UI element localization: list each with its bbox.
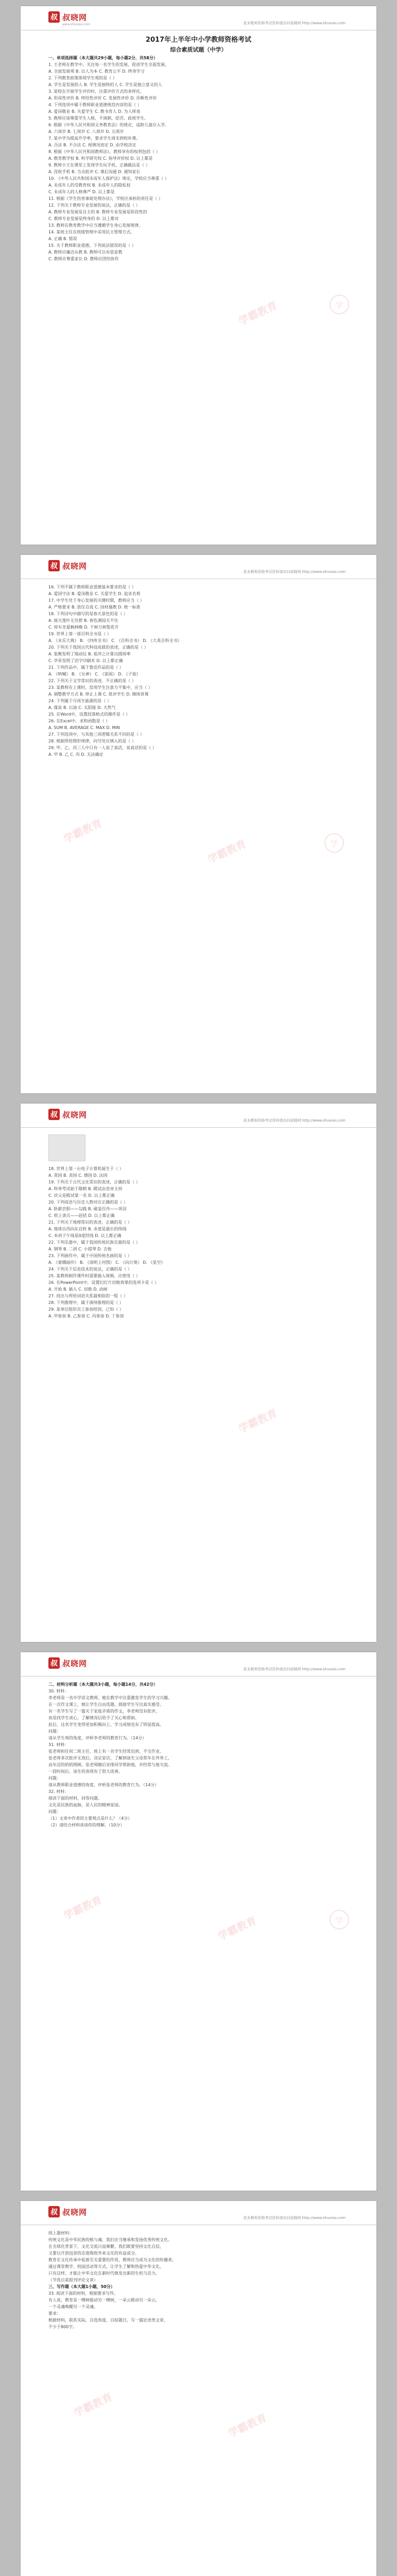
text-line: 由年迈的奶奶照顾。张老师随后安排同学帮助他，并经常与他交流。 [48, 1762, 172, 1767]
text-line: A. 学生是发展的人 B. 学生是独特的人 C. 学生是独立意义的人 [48, 82, 162, 87]
watermark-text: 学霸教育 [236, 299, 279, 328]
page-4-lines [48, 1681, 349, 1828]
brand-logo-icon: 叔 [48, 11, 60, 23]
text-line: A. 没收手机 B. 当众批评 C. 课后沟通 D. 通知家长 [48, 170, 141, 174]
text-line: 33. 阅读下面的材料，根据要求写作。 [48, 2291, 118, 2296]
watermark-text: 学霸教育 [61, 817, 104, 845]
text-line: 3. 某校在开展学生评价时，注重评价方式的多样化。 [48, 89, 145, 94]
text-line: 21. 下列关于地理常识的表述，正确的是（ ） [48, 1220, 132, 1225]
text-line: 根据材料，联系实际，自选角度，自拟题目，写一篇论述类文章， [48, 2318, 168, 2323]
page-2 [21, 555, 376, 1093]
text-line: 通过课堂教学、校园活动等方式，让学生了解和热爱中华文化。 [48, 2264, 164, 2269]
text-line: 李老师是一名中学语文教师，她在教学中注重激发学生的学习兴趣。 [48, 1696, 172, 1700]
header-note: 更多教师资格考试资料请访问叔晓网 http://www.shuxiao.com [243, 2216, 346, 2220]
page-header [21, 1104, 376, 1128]
text-line: 一个灵魂唤醒另一个灵魂。 [48, 2304, 98, 2309]
text-line: A. 调整教学方式 B. 停止上课 C. 批评学生 D. 继续讲课 [48, 692, 149, 697]
text-line: C. 本初子午线是0度经线 D. 以上都正确 [48, 1233, 122, 1238]
text-line: C. 状元是殿试第一名 D. 以上都正确 [48, 1193, 115, 1198]
text-line: A. 形成性评价 B. 终结性评价 C. 发展性评价 D. 诊断性评价 [48, 96, 157, 100]
text-line: 6. 根据《中华人民共和国义务教育法》的规定，适龄儿童应入学。 [48, 123, 169, 127]
text-line: A. 甲参加 B. 乙参加 C. 丙参加 D. 丁参加 [48, 1314, 124, 1318]
text-line: 28. 下列推理中，属于演绎推理的是（ ） [48, 1300, 124, 1305]
text-line: 文化是民族的血脉，是人民的精神家园。 [48, 1803, 123, 1807]
text-line: 10. 《中华人民共和国未成年人保护法》规定，学校应当尊重（ ） [48, 176, 169, 181]
brand-logo-icon: 叔 [48, 2206, 60, 2217]
text-line: 25. 某教师制作课件时需要插入视频，应使用（ ） [48, 1274, 140, 1278]
text-line: 29. 甲、乙、丙三人中只有一人说了真话，说真话的是（ ） [48, 745, 157, 750]
page-header [21, 6, 376, 30]
exam-title: 2017年上半年中小学教师资格考试 [145, 36, 252, 44]
header-note: 更多教师资格考试资料请访问叔晓网 http://www.shuxiao.com [243, 1118, 346, 1123]
page-5-lines [48, 2230, 349, 2330]
brand-name: 叔晓网 [62, 561, 88, 571]
page-3 [21, 1104, 376, 1642]
text-line: 不少于800字。 [48, 2325, 77, 2329]
text-line: C. 教师专业发展是终身的 D. 以上都对 [48, 216, 119, 221]
page-5-content [48, 2230, 349, 2330]
text-line: A. 《呐喊》 B. 《女神》 C. 《雷雨》 D. 《子夜》 [48, 672, 141, 676]
header-note: 更多教师资格考试资料请访问叔晓网 http://www.shuxiao.com [243, 21, 346, 25]
text-line: 29. 某单位组织员工参加培训，已知（ ） [48, 1307, 124, 1312]
text-line: （2）请结合材料谈谈你的理解。（10分） [48, 1823, 125, 1827]
text-line: 问题： [48, 1776, 61, 1781]
page-3-lines [48, 1165, 349, 1319]
text-line: A. 卧薪尝胆——勾践 B. 破釜沉舟——项羽 [48, 1207, 127, 1211]
text-line: 8. 根据《中华人民共和国教师法》，教师享有的权利包括（ ） [48, 149, 160, 154]
text-line: 20. 下列成语与历史人物对应正确的是（ ） [48, 1200, 128, 1205]
text-line: 22. 下列乐器中，属于我国传统民族乐器的是（ ） [48, 1240, 140, 1245]
text-line: 32. 材料： [48, 1789, 69, 1794]
text-line: A. 六周岁 B. 七周岁 C. 八周岁 D. 五周岁 [48, 129, 124, 134]
text-line: 30. 材料： [48, 1689, 69, 1693]
text-line: 5. 教师应该尊重学生人格，不讽刺、挖苦、歧视学生。 [48, 116, 149, 121]
text-line: A. 未成年人的受教育权 B. 未成年人的隐私权 [48, 183, 131, 188]
text-line: 25. 在Word中，设置段落格式的操作是（ ） [48, 712, 130, 717]
text-line: 张老师担任初二班主任，班上有一名学生经常迟到、不交作业。 [48, 1749, 164, 1754]
text-line: 一、单项选择题（本大题共29小题，每小题2分，共58分） [48, 56, 158, 60]
text-line: A. 合法 B. 不合法 C. 视情况而定 D. 由学校决定 [48, 143, 136, 147]
text-line: 21. 下列作品中，属于鲁迅作品的是（ ） [48, 665, 124, 670]
text-line: A. 教师专业发展是自主的 B. 教师专业发展是阶段性的 [48, 210, 147, 214]
page-4-content [48, 1681, 349, 1828]
header-note: 更多教师资格考试资料请访问叔晓网 http://www.shuxiao.com [243, 570, 346, 574]
page-header [21, 2201, 376, 2225]
text-line: C. 纸上谈兵——赵括 D. 以上都正确 [48, 1213, 115, 1218]
text-line: 27. 下列选项中，与其他三项逻辑关系不同的是（ ） [48, 732, 144, 737]
text-line: 此后，这名学生变得更加积极向上，学习成绩也有了明显提高。 [48, 1722, 164, 1727]
text-line: 12. 下列关于教师专业发展的说法，正确的是（ ） [48, 203, 140, 208]
text-line: 9. 教师小王在课堂上发现学生玩手机，正确做法是（ ） [48, 163, 150, 167]
text-line: 一段时间后，该生的表现有了很大改善。 [48, 1769, 123, 1774]
text-line: 请从教师职业道德的角度，评析张老师的教育行为。（14分） [48, 1783, 159, 1787]
text-line: A. 煤炭 B. 石油 C. 太阳能 D. 天然气 [48, 705, 116, 710]
brand-name: 叔晓网 [62, 2207, 88, 2217]
brand-logo [48, 2206, 87, 2217]
text-line: C. 毕昇发明了活字印刷术 D. 以上都正确 [48, 658, 123, 663]
text-line: A. 《永乐大典》 B. 《四库全书》 C. 《百科全书》 D. 《大英百科全书》 [48, 638, 182, 643]
text-line: A. 严格要求 B. 放任自流 C. 因材施教 D. 统一标准 [48, 605, 141, 609]
text-line: A. 全面发展观 B. 以人为本 C. 教育公平 D. 终身学习 [48, 69, 145, 74]
watermark-text: 学霸教育 [205, 837, 248, 866]
text-line: 续上题材料： [48, 2231, 73, 2235]
text-line: A. 科举考试始于隋朝 B. 殿试由皇帝主持 [48, 1187, 123, 1191]
page-1 [21, 6, 376, 545]
brand-name: 叔晓网 [62, 1110, 88, 1120]
text-line: C. 停车坐爱枫林晚 D. 千树万树梨花开 [48, 625, 119, 630]
header-note: 更多教师资格考试资料请访问叔晓网 http://www.shuxiao.com [243, 1667, 346, 1671]
page-5 [21, 2201, 376, 2576]
text-line: 4. 下列选项中属于教师职业道德规范内容的是（ ） [48, 103, 142, 107]
text-line: A. 英国 B. 美国 C. 德国 D. 法国 [48, 1173, 108, 1178]
exam-subtitle: 综合素质试题（中学） [170, 46, 227, 53]
text-line: 有人说，教育是一棵树摇动另一棵树，一朵云推动另一朵云， [48, 2298, 160, 2302]
text-line: 有一名学生写了一篇关于家庭矛盾的作文，李老师没有批评， [48, 1709, 160, 1714]
text-line: 问题： [48, 1809, 61, 1814]
text-line: 22. 下列关于文学常识的表述，不正确的是（ ） [48, 679, 136, 683]
text-line: A. 张衡发明了地动仪 B. 祖冲之计算出圆周率 [48, 652, 131, 656]
text-line: 只有这样，才能让中华文化在新时代焕发出新的生机与活力。 [48, 2271, 160, 2276]
text-line: A. 钢琴 B. 二胡 C. 小提琴 D. 吉他 [48, 1247, 112, 1251]
text-line: 26. 在Excel中，求和函数是（ ） [48, 719, 110, 723]
text-line: 24. 下列属于可再生能源的是（ ） [48, 699, 111, 703]
text-line: 16. 下列不属于教师职业道德基本要求的是（ ） [48, 585, 136, 589]
page-4 [21, 1652, 376, 2191]
brand-logo [48, 1109, 87, 1120]
text-line: A. 接天莲叶无穷碧 B. 春色满园关不住 [48, 618, 118, 623]
text-line: C. 未成年人的人格尊严 D. 以上都是 [48, 190, 115, 194]
brand-logo [48, 11, 90, 26]
text-line: 24. 下列关于信息技术的说法，正确的是（ ） [48, 1267, 132, 1272]
text-line: 23. 下列画作中，属于中国传统名画的是（ ） [48, 1253, 132, 1258]
text-line: A. SUM B. AVERAGE C. MAX D. MIN [48, 725, 120, 730]
page-header [21, 1652, 376, 1676]
text-line: 7. 某中学为提高升学率，要求学生周末到校补课。 [48, 136, 141, 141]
text-line: （节选自某报刊评论文章） [48, 2278, 98, 2282]
watermark-text: 学霸教育 [226, 2411, 269, 2440]
text-line: 28. 根据所给图形规律，问号处应填入的是（ ） [48, 739, 136, 743]
text-line: A. 甲 B. 乙 C. 丙 D. 无法确定 [48, 752, 103, 757]
page-1-lines [48, 55, 349, 262]
text-line: 二、材料分析题（本大题共3小题，每小题14分，共42分） [48, 1682, 158, 1687]
watermark-text: 学霸教育 [216, 1914, 258, 1943]
brand-logo-icon: 叔 [48, 1657, 60, 1669]
text-line: A. 地球自西向东自转 B. 赤道是最长的纬线 [48, 1227, 127, 1231]
text-line: 2. 下列教育政策体现学生观的是（ ） [48, 76, 117, 80]
text-line: 问题： [48, 1729, 61, 1734]
brand-logo [48, 1657, 87, 1669]
brand-name: 叔晓网 [62, 12, 88, 22]
page-2-lines [48, 584, 349, 758]
text-line: 18. 世界上第一台电子计算机诞生于（ ） [48, 1166, 124, 1171]
text-line: 14. 某班主任在班级管理中采用民主管理方式。 [48, 230, 135, 234]
watermark-icon: 学 [330, 1910, 349, 1929]
text-line: A. 开始 B. 插入 C. 切换 D. 动画 [48, 1287, 108, 1292]
text-line: （1）文章中作者的主要观点是什么？（4分） [48, 1816, 132, 1821]
text-line: 阅读下面的材料，回答问题。 [48, 1796, 102, 1801]
text-line: 在全球化背景下，文化交流日益频繁，我们既要坚持文化自信， [48, 2244, 164, 2249]
text-line: A. 爱国守法 B. 爱岗敬业 C. 关爱学生 D. 追求名利 [48, 591, 141, 596]
text-line: 请从学生观的角度，评析李老师的教育行为。（14分） [48, 1736, 147, 1740]
text-line: A. 教育教学权 B. 科学研究权 C. 指导评价权 D. 以上都是 [48, 156, 153, 161]
text-line: A. 《蒙娜丽莎》 B. 《清明上河图》 C. 《向日葵》 D. 《星空》 [48, 1260, 165, 1265]
watermark-text: 学霸教育 [61, 1893, 104, 1922]
question-image [48, 1134, 85, 1161]
page-header [21, 555, 376, 579]
text-line: 在一次作文课上，她让学生自由选题，鼓励学生写出真实感受。 [48, 1702, 164, 1707]
text-line: 19. 世界上第一部百科全书是（ ） [48, 632, 111, 636]
text-line: 教育在文化传承中起着至关重要的作用，教师应当成为文化的传播者。 [48, 2258, 176, 2262]
text-line: 20. 下列关于我国古代科技成就的表述，正确的是（ ） [48, 645, 148, 650]
text-line: 传统文化是中华民族的根与魂，我们应当继承和发扬优秀传统文化。 [48, 2238, 172, 2242]
text-line: 27. 找出与所给词语关系最相似的一组（ ） [48, 1294, 128, 1298]
text-line: 31. 材料： [48, 1742, 69, 1747]
text-line: 又要以开放包容的态度吸收外来文化的有益成分。 [48, 2251, 139, 2256]
text-line: 张老师多次批评无效后，决定家访，了解到该生父母常年在外务工， [48, 1756, 172, 1760]
text-line: 而是找学生谈心，了解情况后给予了关心和帮助。 [48, 1716, 139, 1720]
page-2-content [48, 584, 349, 758]
text-line: 13. 教师在教育教学中应当遵循学生身心发展规律。 [48, 223, 143, 228]
brand-subtitle: www.shuxiao.com [62, 23, 90, 26]
brand-logo-icon: 叔 [48, 1109, 60, 1120]
text-line: 要求： [48, 2311, 61, 2316]
text-line: 19. 下列关于古代文化常识的表述，正确的是（ ） [48, 1180, 140, 1184]
text-line: A. 教师应廉洁从教 B. 教师可以有偿家教 [48, 250, 123, 255]
text-line: 17. 中学生处于身心发展的关键时期，教师应当（ ） [48, 598, 144, 603]
text-line: 18. 下列诗句中描写的是春天景色的是（ ） [48, 612, 128, 616]
text-line: C. 教师应尊重家长 D. 教师应团结协作 [48, 257, 119, 261]
text-line: 11. 根据《学生伤害事故处理办法》，学校应承担的责任是（ ） [48, 196, 163, 201]
text-line: 23. 某教师在上课时，发现学生注意力不集中，应当（ ） [48, 685, 152, 690]
text-line: 15. 关于教师职业道德，下列说法错误的是（ ） [48, 243, 136, 248]
watermark-text: 学霸教育 [236, 1406, 279, 1435]
page-3-content [48, 1165, 349, 1319]
page-1-content [48, 35, 349, 262]
brand-logo-icon: 叔 [48, 560, 60, 571]
text-line: A. 正确 B. 错误 [48, 236, 77, 241]
watermark-icon: 学 [330, 295, 349, 314]
text-line: A. 爱岗敬业 B. 关爱学生 C. 教书育人 D. 为人师表 [48, 109, 141, 114]
text-line: 1. 王老师在教学中，关注每一名学生的发展，促进学生全面发展。 [48, 62, 169, 67]
brand-logo [48, 560, 87, 571]
watermark-text: 学霸教育 [72, 2391, 114, 2419]
text-line: 三、写作题（本大题1小题，50分） [48, 2284, 115, 2289]
watermark-icon: 学 [324, 833, 344, 853]
text-line: 26. 在PowerPoint中，设置幻灯片切换效果的选项卡是（ ） [48, 1280, 159, 1285]
brand-name: 叔晓网 [62, 1658, 88, 1668]
